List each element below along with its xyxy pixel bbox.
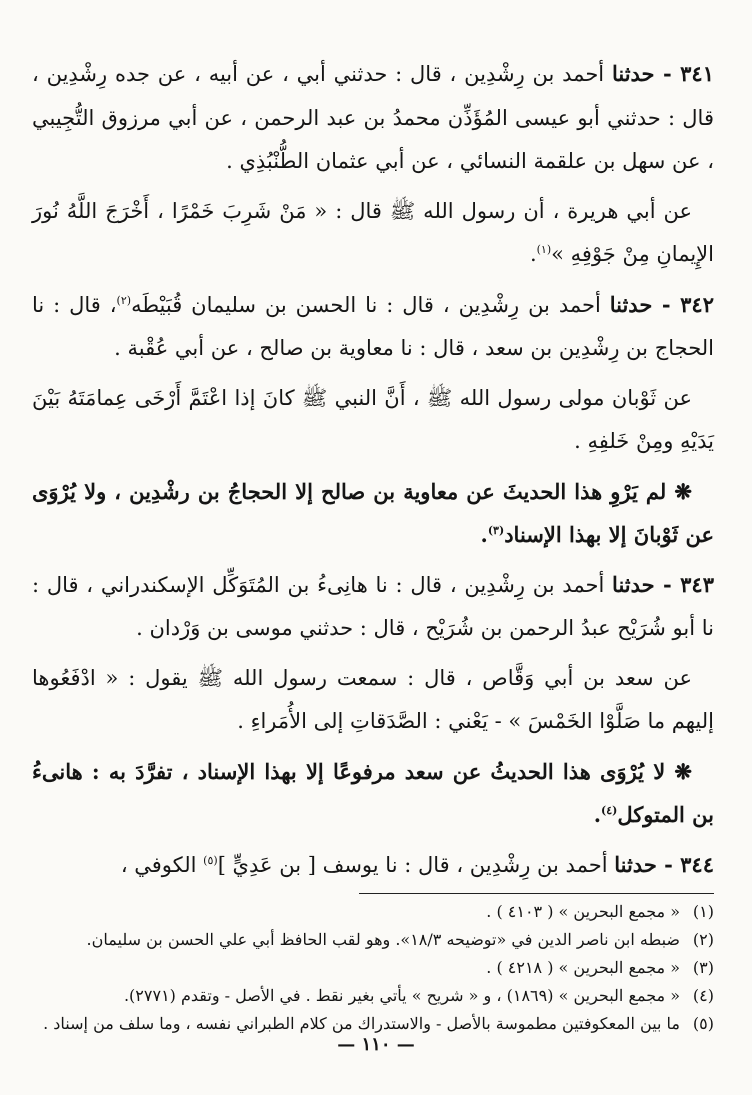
matn-end: . xyxy=(529,242,537,266)
footnote-ref: (٥) xyxy=(203,853,218,867)
isnad-text: أحمد بن رِشْدِين ، قال : نا هانِىءُ بن المُتَوَكِّل الإسكندراني ، قال : نا أبو شُرَيْح عبدُ الرحمن بن شُرَيْح ، قال : حدثني موسى بن وَرْدان . xyxy=(32,572,714,640)
main-text xyxy=(32,52,714,887)
footnote-ref: (١) xyxy=(536,243,552,256)
isnad-text-a: أحمد بن رِشْدِين ، قال : نا الحسن بن سليمان قُبَيْطَه xyxy=(131,292,610,317)
dash: - xyxy=(654,571,681,597)
isnad-lead: حدثنا xyxy=(614,851,657,877)
note-end: . xyxy=(593,802,602,827)
hadith-number: ٣٤٣ xyxy=(680,571,714,597)
hadith-342-isnad xyxy=(32,283,714,371)
footnote-3 xyxy=(32,954,714,982)
matn-text: عن أبي هريرة ، أن رسول الله ﷺ قال : « مَنْ شَرِبَ خَمْرًا ، أَخْرَجَ اللَّهُ نُورَ الإِيمانِ مِنْ جَوْفِهِ » xyxy=(32,198,714,266)
hadith-341-isnad xyxy=(32,52,714,184)
hadith-number: ٣٤٤ xyxy=(680,851,714,877)
footnote-text: ما بين المعكوفتين مطموسة بالأصل - والاستدراك من كلام الطبراني نفسه ، وما سلف من إسناد . xyxy=(43,1014,680,1033)
isnad-text-b: ، قال : نا الحجاج بن رِشْدِين بن سعد ، قال : نا معاوية بن صالح ، عن أبي عُقْبة . xyxy=(32,292,714,360)
hadith-number: ٣٤١ xyxy=(680,61,714,86)
footnote-text: « مجمع البحرين » ( ٤١٠٣ ) . xyxy=(486,902,680,921)
hadith-343-note xyxy=(32,750,714,837)
footnote-number: (٤) xyxy=(692,986,714,1005)
footnote-2 xyxy=(32,926,714,954)
hadith-343-matn xyxy=(32,657,714,744)
footnote-1 xyxy=(32,898,714,926)
note-end: . xyxy=(480,522,488,547)
dash: - xyxy=(652,291,681,317)
matn-text: عن ثَوْبان مولى رسول الله ﷺ ، أَنَّ النبي ﷺ كانَ إذا اعْتَمَّ أَرْخَى عِمامَتَهُ بَيْنَ يَدَيْهِ ومِنْ خَلفِهِ . xyxy=(32,385,714,453)
isnad-lead: حدثنا xyxy=(611,61,655,86)
footnote-divider xyxy=(359,893,714,894)
hadith-344-isnad xyxy=(32,843,714,888)
footnote-4 xyxy=(32,982,714,1010)
dash: - xyxy=(654,61,681,86)
star-icon: ❋ xyxy=(674,478,693,504)
hadith-342-matn xyxy=(32,377,714,464)
footnote-ref: (٤) xyxy=(601,804,618,817)
footnote-ref: (٢) xyxy=(116,293,132,307)
hadith-343-isnad xyxy=(32,563,714,651)
isnad-text-a: أحمد بن رِشْدِين ، قال : نا يوسف [ بن عَدِيٍّ ] xyxy=(217,852,615,877)
isnad-lead: حدثنا xyxy=(609,291,653,317)
note-text: لم يَرْوِ هذا الحديثَ عن معاوية بن صالح إلا الحجاجُ بن رشْدِين ، ولا يُرْوَى عن ثَوْبانَ إلا بهذا الإسناد xyxy=(32,478,714,547)
dash: - xyxy=(656,851,681,877)
footnote-ref: (٣) xyxy=(487,524,505,537)
footnote-number: (١) xyxy=(692,902,714,921)
hadith-341-matn xyxy=(32,190,714,277)
page-number: — ١١٠ — xyxy=(337,1034,415,1055)
note-text: لا يُرْوَى هذا الحديثُ عن سعد مرفوعًا إلا بهذا الإسناد ، تفرَّدَ به : هانىءُ بن المتوكل xyxy=(32,758,714,827)
footnote-number: (٥) xyxy=(692,1014,714,1033)
isnad-lead: حدثنا xyxy=(612,571,655,597)
isnad-text-b: الكوفي ، xyxy=(120,852,204,877)
isnad-text: أحمد بن رِشْدِين ، قال : حدثني أبي ، عن أبيه ، عن جده رِشْدِين ، قال : حدثني أبو عيسى المُؤَذِّن محمدُ بن عبد الرحمن ، عن أبي مرزوق التُّجِيبي ، عن سهل بن علقمة النسائي ، عن أبي عثمان الطُّنْبُذِي . xyxy=(32,62,714,173)
hadith-342-note xyxy=(32,470,714,557)
footnote-number: (٣) xyxy=(692,958,714,977)
footnote-number: (٢) xyxy=(692,930,714,949)
footnote-text: « مجمع البحرين » (١٨٦٩) ، و « شريح » يأتي بغير نقط . في الأصل - وتقدم (٢٧٧١). xyxy=(123,986,680,1005)
matn-text: عن سعد بن أبي وَقَّاص ، قال : سمعت رسول الله ﷺ يقول : « ادْفَعُوها إليهم ما صَلَّوْا الخَمْسَ » - يَعْني : الصَّدَقاتِ إلى الأُمَراءِ . xyxy=(32,665,714,733)
star-icon: ❋ xyxy=(674,758,693,784)
hadith-number: ٣٤٢ xyxy=(680,291,714,317)
footnotes xyxy=(32,898,714,1038)
footnote-text: ضبطه ابن ناصر الدين في «توضيحه ١٨/٣». وهو لقب الحافظ أبي علي الحسن بن سليمان. xyxy=(86,930,680,949)
footnote-text: « مجمع البحرين » ( ٤٢١٨ ) . xyxy=(486,958,680,977)
